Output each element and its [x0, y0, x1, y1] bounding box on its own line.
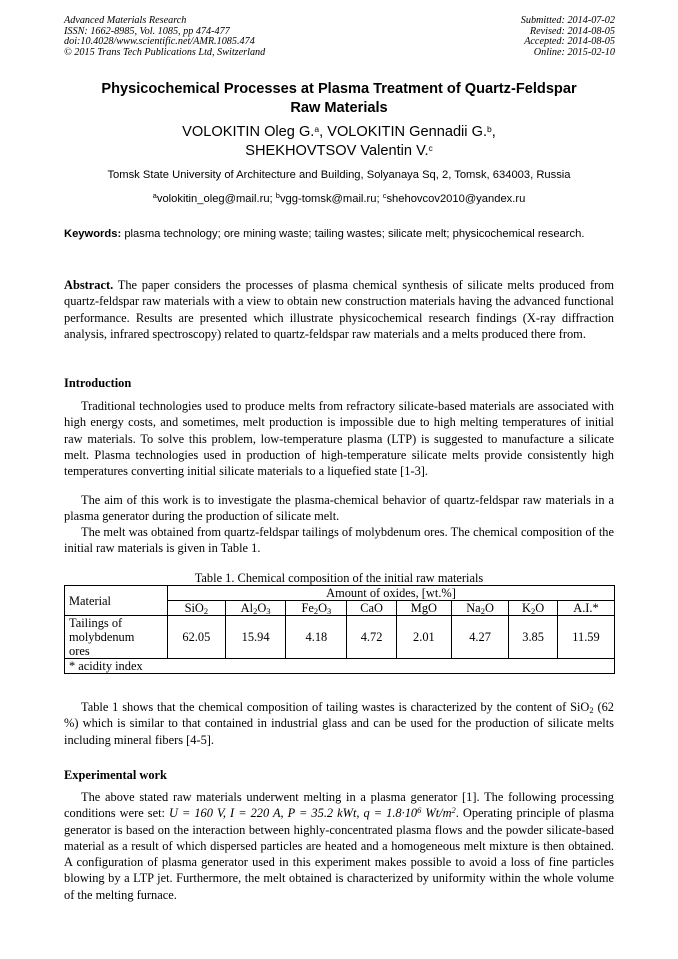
table-cell: 4.18	[286, 616, 347, 659]
paper-title-line-2: Raw Materials	[290, 100, 388, 116]
table-row	[65, 616, 615, 659]
section-heading-experimental: Experimental work	[64, 768, 167, 782]
email-a[interactable]: volokitin_oleg@mail.ru;	[156, 193, 273, 205]
author-1-sup: a	[314, 124, 320, 134]
email-b-sup: b	[275, 191, 280, 200]
oxide-header: $Fe_2O_3$	[286, 601, 347, 616]
affiliation: Tomsk State University of Architecture and Building, Solyanaya Sq, 2, Tomsk, 634003, Russia	[107, 169, 571, 181]
section-heading-introduction: Introduction	[64, 376, 132, 390]
author-2: VOLOKITIN Gennadii G.	[327, 124, 488, 140]
date-revised: Revised: 2014-08-05	[529, 25, 615, 37]
intro-paragraph-3: The melt was obtained from quartz-feldspar tailings of molybdenum ores. The chemical composition of the initial raw materials is given in Table 1.	[64, 525, 614, 556]
journal-header-left	[64, 16, 265, 58]
oxide-header: $Al_2O_3$	[225, 601, 286, 616]
email-c[interactable]: shehovcov2010@yandex.ru	[386, 193, 526, 205]
table-cell-material: Tailings of molybdenum ores	[65, 616, 168, 659]
author-list: VOLOKITIN Oleg G.$^a$, VOLOKITIN Gennadii G.$^b$, SHEKHOVTSOV Valentin V.$^c$	[182, 124, 496, 159]
author-emails	[40, 189, 638, 206]
table-cell: 62.05	[168, 616, 226, 659]
journal-header-right	[521, 16, 615, 58]
journal-issn: ISSN: 1662-8985, Vol. 1085, pp 474-477	[64, 25, 230, 37]
oxide-header: MgO	[396, 601, 451, 616]
oxide-header: CaO	[347, 601, 397, 616]
processing-conditions: U = 160 V, I = 220 A, P = 35.2 kWt, $q = 1.8\cdot 10^6$ $Wt/m^2$	[169, 805, 456, 821]
author-2-sup: b	[487, 124, 492, 134]
keywords-text: plasma technology; ore mining waste; tailing wastes; silicate melt; physicochemical research.	[124, 228, 585, 240]
keywords-label: Keywords:	[64, 228, 122, 240]
table-cell: 4.27	[451, 616, 508, 659]
oxide-header: SiO$_2$	[168, 601, 226, 616]
intro-paragraph-2: The aim of this work is to investigate the plasma-chemical behavior of quartz-feldspar raw materials in a plasma generator during the production of silicate melt.	[64, 493, 614, 524]
table-discussion-paragraph: Table 1 shows that the chemical composition of tailing wastes is characterized by the content of SiO$_2$ (62 %) which is similar to that contained in industrial glass and can be used for the production of silicate melts including mineral fibers [4-5].	[64, 700, 614, 747]
table-cell: 2.01	[396, 616, 451, 659]
table-header-oxides: Amount of oxides, [wt.%]	[168, 586, 615, 601]
author-1: VOLOKITIN Oleg G.	[182, 124, 315, 140]
oxide-header: $K_2O$	[509, 601, 558, 616]
table-cell: 3.85	[509, 616, 558, 659]
table-cell: 15.94	[225, 616, 286, 659]
table-cell: 11.59	[557, 616, 614, 659]
experimental-paragraph-1: The above stated raw materials underwent melting in a plasma generator [1]. The following processing conditions were set: U = 160 V, I = 220 A, P = 35.2 kWt, $q = 1.8\cdot 10^6$ $Wt/m^2$. Operating principle of plasma generator is based on the interaction between highly-concentrated plasma flows and the powder silicate-based material as a result of which dispersed particles are heated and a homogeneous melt mixture is then obtained. A configuration of plasma generator used in this experiment makes possible to avoid a loss of fine particles blowing by a LTP jet. Furthermore, the melt obtained is characterized by uniformity within the whole volume of the melting furnace.	[64, 790, 614, 902]
date-submitted: Submitted: 2014-07-02	[520, 15, 615, 26]
email-b[interactable]: vgg-tomsk@mail.ru;	[279, 193, 380, 205]
author-3-sup: c	[428, 143, 433, 153]
author-3: SHEKHOVTSOV Valentin V.	[245, 143, 429, 159]
email-a-sup: a	[152, 191, 157, 200]
keywords	[64, 227, 614, 241]
table-1-caption: Table 1. Chemical composition of the initial raw materials	[194, 571, 484, 585]
abstract-label: Abstract.	[64, 278, 114, 292]
table-cell: 4.72	[347, 616, 397, 659]
paper-title-line-1: Physicochemical Processes at Plasma Treatment of Quartz-Feldspar	[101, 81, 577, 97]
paper-title	[64, 80, 614, 118]
date-online: Online: 2015-02-10	[533, 46, 615, 58]
abstract-text: The paper considers the processes of plasma chemical synthesis of silicate melts produced from quartz-feldspar raw materials with a view to obtain new construction materials having the advanced functional performance. Results are presented which illustrate physicochemical research findings (X-ray diffraction analysis, infrared spectroscopy) related to quartz-feldspar raw materials and a melts produced there from.	[64, 278, 614, 341]
table-1	[64, 585, 615, 674]
table-footnote: * acidity index	[65, 659, 615, 674]
journal-name: Advanced Materials Research	[64, 15, 187, 26]
journal-doi: doi:10.4028/www.scientific.net/AMR.1085.474	[64, 36, 255, 48]
abstract	[64, 277, 614, 342]
oxide-header: A.I.*	[557, 601, 614, 616]
email-c-sup: c	[382, 191, 387, 200]
table-header-material: Material	[65, 586, 168, 616]
date-accepted: Accepted: 2014-08-05	[524, 36, 615, 48]
intro-paragraph-1: Traditional technologies used to produce melts from refractory silicate-based materials are associated with high energy costs, and sometimes, melt production is impossible due to high melting temperatures of initial raw materials. To solve this problem, low-temperature plasma (LTP) is suggested to manufacture a silicate melt. Plasma technologies used in production of high-temperature silicate melts provide consistently high temperatures converting initial silicate materials to a liquefied state [1-3].	[64, 399, 614, 479]
oxide-header: $Na_2O$	[451, 601, 508, 616]
journal-copyright: © 2015 Trans Tech Publications Ltd, Switzerland	[64, 46, 266, 58]
